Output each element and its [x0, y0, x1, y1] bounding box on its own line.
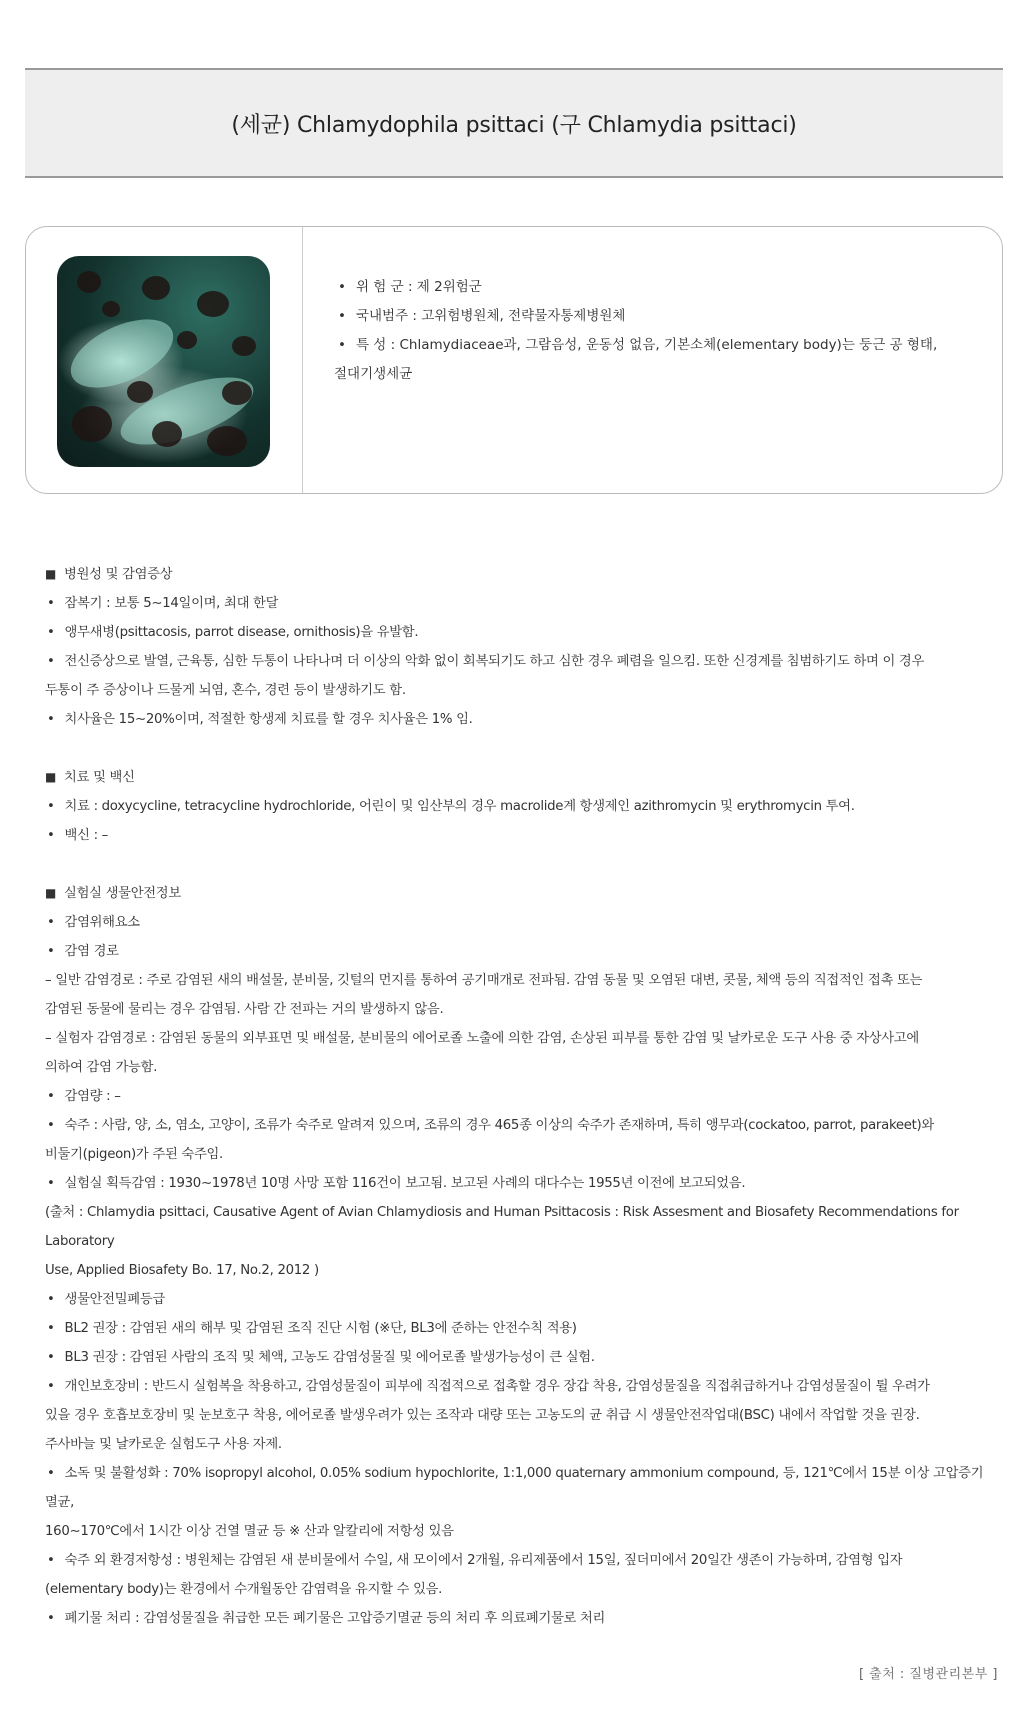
page-title: (세균) Chlamydophila psittaci (구 Chlamydia psittaci) — [231, 112, 797, 138]
list-item: • 생물안전밀폐등급 — [45, 1285, 995, 1314]
list-item: • 감염 경로 — [45, 937, 995, 966]
citation: (출처 : Chlamydia psittaci, Causative Agent of Avian Chlamydiosis and Human Psittacosis : Risk Assesment and Biosafety Recommendations for Laboratory — [45, 1205, 959, 1249]
facts-list — [334, 273, 974, 389]
title-bar — [25, 68, 1003, 178]
characteristics: • 특 성 : Chlamydiaceae과, 그람음성, 운동성 없음, 기본소체(elementary body)는 둥근 공 형태, — [334, 331, 974, 360]
microscope-image — [57, 256, 270, 467]
info-card — [25, 226, 1003, 494]
list-item: • 폐기물 처리 : 감염성물질을 취급한 모든 폐기물은 고압증기멸균 등의 처리 후 의료폐기물로 처리 — [45, 1604, 995, 1633]
list-item: • 치료 : doxycycline, tetracycline hydrochloride, 어린이 및 임산부의 경우 macrolide계 항생제인 azithromycin 및 erythromycin 투여. — [45, 792, 995, 821]
list-item: • 소독 및 불활성화 : 70% isopropyl alcohol, 0.05% sodium hypochlorite, 1:1,000 quaternary ammonium compound, 등, 121℃에서 15분 이상 고압증기멸균, — [45, 1459, 995, 1517]
list-item-cont: 두통이 주 증상이나 드물게 뇌염, 혼수, 경련 등이 발생하기도 함. — [45, 683, 406, 698]
list-item: • 전신증상으로 발열, 근육통, 심한 두통이 나타나며 더 이상의 악화 없이 회복되기도 하고 심한 경우 폐렴을 일으킴. 또한 신경계를 침범하기도 하며 이 경우 — [45, 647, 995, 676]
list-item-cont: (elementary body)는 환경에서 수개월동안 감염력을 유지할 수 있음. — [45, 1582, 443, 1597]
list-item: • 개인보호장비 : 반드시 실험복을 착용하고, 감염성물질이 피부에 직접적으로 접촉할 경우 장갑 착용, 감염성물질을 직접취급하거나 감염성물질이 튈 우려가 — [45, 1372, 995, 1401]
list-item-cont: 감염된 동물에 물리는 경우 감염됨. 사람 간 전파는 거의 발생하지 않음. — [45, 1002, 444, 1017]
risk-group: • 위 험 군 : 제 2위험군 — [334, 273, 974, 302]
domestic-category: • 국내범주 : 고위험병원체, 전략물자통제병원체 — [334, 302, 974, 331]
list-item: • BL3 권장 : 감염된 사람의 조직 및 체액, 고농도 감염성물질 및 에어로졸 발생가능성이 큰 실험. — [45, 1343, 995, 1372]
list-item-cont: 비둘기(pigeon)가 주된 숙주임. — [45, 1147, 223, 1162]
body-text — [45, 560, 995, 1633]
list-item: • 잠복기 : 보통 5∼14일이며, 최대 한달 — [45, 589, 995, 618]
list-item: • 감염위해요소 — [45, 908, 995, 937]
list-item-cont: 있을 경우 호흡보호장비 및 눈보호구 착용, 에어로졸 발생우려가 있는 조작과 대량 또는 고농도의 균 취급 시 생물안전작업대(BSC) 내에서 작업할 것을 권장. — [45, 1408, 920, 1423]
section-heading-biosafety: ■ 실험실 생물안전정보 — [45, 879, 995, 908]
list-item-cont: – 일반 감염경로 : 주로 감염된 새의 배설물, 분비물, 깃털의 먼지를 통하여 공기매개로 전파됨. 감염 동물 및 오염된 대변, 콧물, 체액 등의 직접적인 접촉 또는 — [45, 973, 923, 988]
list-item: • 감염량 : – — [45, 1082, 995, 1111]
list-item-cont: 의하여 감염 가능함. — [45, 1060, 158, 1075]
list-item: • 앵무새병(psittacosis, parrot disease, ornithosis)을 유발함. — [45, 618, 995, 647]
section-heading-pathogenicity: ■ 병원성 및 감염증상 — [45, 560, 995, 589]
characteristics-cont: 절대기생세균 — [334, 366, 413, 382]
list-item-cont: 160∼170℃에서 1시간 이상 건열 멸균 등 ※ 산과 알칼리에 저항성 있음 — [45, 1524, 454, 1539]
list-item: • 숙주 외 환경저항성 : 병원체는 감염된 새 분비물에서 수일, 새 모이에서 2개월, 유리제품에서 15일, 짚더미에서 20일간 생존이 가능하며, 감염형 입자 — [45, 1546, 995, 1575]
list-item-cont: 주사바늘 및 날카로운 실험도구 사용 자제. — [45, 1437, 282, 1452]
source-credit: [ 출처 : 질병관리본부 ] — [858, 1667, 998, 1682]
section-heading-treatment: ■ 치료 및 백신 — [45, 763, 995, 792]
list-item-cont: – 실험자 감염경로 : 감염된 동물의 외부표면 및 배설물, 분비물의 에어로졸 노출에 의한 감염, 손상된 피부를 통한 감염 및 날카로운 도구 사용 중 자상사고에 — [45, 1031, 919, 1046]
list-item: • 실험실 획득감염 : 1930∼1978년 10명 사망 포함 116건이 보고됨. 보고된 사례의 대다수는 1955년 이전에 보고되었음. — [45, 1169, 995, 1198]
list-item: • 숙주 : 사람, 양, 소, 염소, 고양이, 조류가 숙주로 알려져 있으며, 조류의 경우 465종 이상의 숙주가 존재하며, 특히 앵무과(cockatoo, parrot, parakeet)와 — [45, 1111, 995, 1140]
list-item: • BL2 권장 : 감염된 새의 해부 및 감염된 조직 진단 시험 (※단, BL3에 준하는 안전수칙 적용) — [45, 1314, 995, 1343]
list-item: • 치사율은 15∼20%이며, 적절한 항생제 치료를 할 경우 치사율은 1% 임. — [45, 705, 995, 734]
citation-cont: Use, Applied Biosafety Bo. 17, No.2, 2012 ) — [45, 1263, 319, 1278]
list-item: • 백신 : – — [45, 821, 995, 850]
image-cell — [26, 227, 303, 493]
